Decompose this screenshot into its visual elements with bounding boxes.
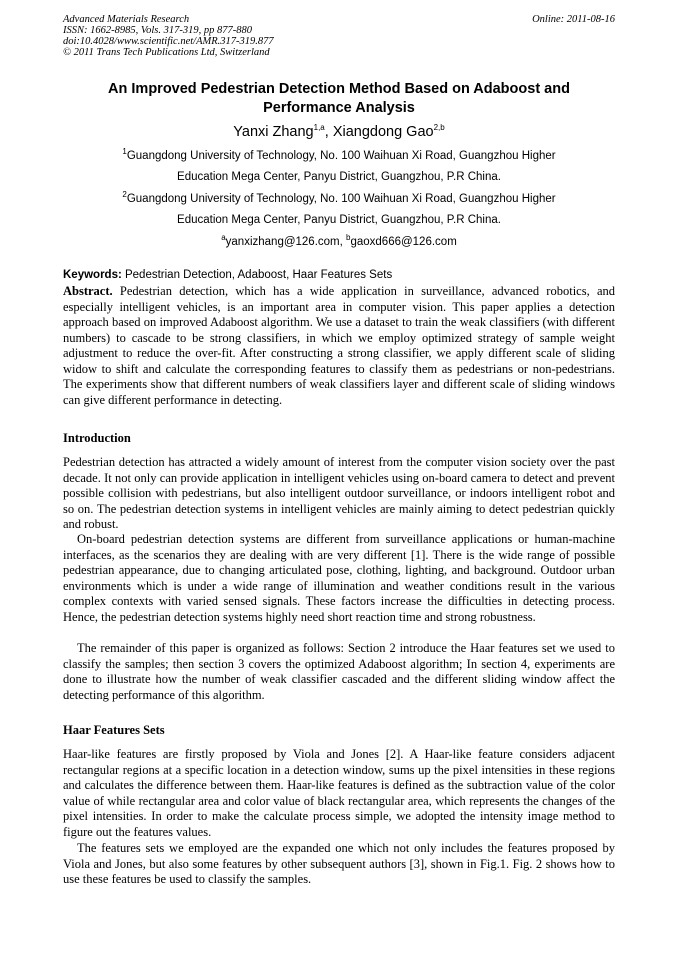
doi-line: doi:10.4028/www.scientific.net/AMR.317-319.877	[63, 36, 274, 47]
author-separator: ,	[324, 124, 333, 140]
affiliation-1-line2: Education Mega Center, Panyu District, Guangzhou, P.R China.	[177, 171, 501, 183]
affiliation-2-num: 2	[122, 190, 127, 200]
author-1-sup: 1,a	[313, 123, 325, 133]
email-b[interactable]: gaoxd666@126.com	[350, 236, 457, 248]
keywords-text: Pedestrian Detection, Adaboost, Haar Features Sets	[121, 269, 393, 281]
journal-header	[63, 14, 274, 58]
affiliation-1-line1: Guangdong University of Technology, No. 100 Waihuan Xi Road, Guangzhou Higher	[126, 150, 556, 162]
email-b-sup: b	[346, 233, 351, 243]
keywords-label: Keywords:	[63, 269, 122, 281]
email-separator: ,	[339, 236, 347, 248]
affiliation-2	[63, 189, 615, 231]
online-date: Online: 2011-08-16	[532, 14, 615, 25]
journal-name: Advanced Materials Research	[63, 14, 190, 25]
affiliation-1	[63, 146, 615, 188]
author-2-sup: 2,b	[433, 123, 445, 133]
abstract	[63, 284, 615, 408]
haar-paragraph-2: The features sets we employed are the expanded one which not only includes the features proposed by Viola and Jones, but also some features by other subsequent authors [3], shown in Fig.1. Fig. 2 shows how to use these features be used to classify the samples.	[63, 841, 615, 886]
author-2-name: Xiangdong Gao	[332, 124, 434, 140]
authors	[63, 122, 615, 142]
paper-title: An Improved Pedestrian Detection Method Based on Adaboost and Performance Analysis	[108, 81, 570, 116]
keywords	[63, 268, 615, 283]
intro-paragraph-1: Pedestrian detection has attracted a widely amount of interest from the computer vision society over the past decade. It not only can provide application in intelligent vehicles using on-board camera to detect and prevent possible collision with pedestrians, but also intelligent outdoor surveillance, or indoors intelligent robot and so on. The pedestrian detection systems in intelligent vehicles are mainly aiming to detect pedestrian quickly and robust.	[63, 455, 615, 531]
abstract-text: Pedestrian detection, which has a wide application in surveillance, advanced robotics, and especially intelligent vehicles, is an important area in computer vision. This paper applies a detection approach based on improved Adaboost algorithm. We use a dataset to train the weak classifiers (with different numbers) to cascade to be strong classifiers, in which we employ optimized strategy of sample weight adjustment to reduce the over-fit. After constructing a strong classifier, we apply different scale of sliding widow to shift and calculate the corresponding features to classify them as pedestrians or non-pedestrians. The experiments show that different numbers of weak classifiers layer and different scale of sliding windows can give different performance in detecting.	[63, 284, 615, 407]
copyright-line: © 2011 Trans Tech Publications Ltd, Switzerland	[63, 47, 270, 58]
section-heading-haar: Haar Features Sets	[63, 723, 165, 737]
section-heading-introduction: Introduction	[63, 431, 131, 445]
email-a-sup: a	[221, 233, 226, 243]
affiliation-2-line2: Education Mega Center, Panyu District, Guangzhou, P.R China.	[177, 214, 501, 226]
affiliation-2-line1: Guangdong University of Technology, No. 100 Waihuan Xi Road, Guangzhou Higher	[126, 193, 556, 205]
emails	[63, 232, 615, 252]
intro-paragraph-3: The remainder of this paper is organized as follows: Section 2 introduce the Haar features set we used to classify the samples; then section 3 covers the optimized Adaboost algorithm; In section 4, experiments are done to illustrate how the number of weak classifier cascaded and the different sliding window affect the detecting performance of this algorithm.	[63, 641, 615, 702]
affiliation-1-num: 1	[122, 147, 127, 157]
issn-line: ISSN: 1662-8985, Vols. 317-319, pp 877-880	[63, 25, 252, 36]
intro-paragraph-2: On-board pedestrian detection systems are different from surveillance applications or human-machine interfaces, as the scenarios they are dealing with are very different [1]. There is the wide range of possible pedestrian appearance, due to changing articulated pose, clothing, lighting, and background. Outdoor urban environments which is under a wide range of illumination and weather conditions result in the various complex contexts with varied sensed signals. These factors increase the difficulties in detecting process. Hence, the pedestrian detection systems highly need short reaction time and strong robustness.	[63, 532, 615, 624]
abstract-label: Abstract.	[63, 284, 113, 298]
email-a[interactable]: yanxizhang@126.com	[225, 236, 340, 248]
author-1-name: Yanxi Zhang	[233, 124, 314, 140]
haar-paragraph-1: Haar-like features are firstly proposed by Viola and Jones [2]. A Haar-like feature considers adjacent rectangular regions at a specific location in a detection window, sums up the pixel intensities in these regions and calculates the difference between them. Haar-like features is defined as the subtraction value of the color value of while rectangular area and color value of black rectangular area, which represents the changes of the pixel intensities. In order to make the calculate process simple, we adopted the intensity image method to figure out the features values.	[63, 747, 615, 839]
